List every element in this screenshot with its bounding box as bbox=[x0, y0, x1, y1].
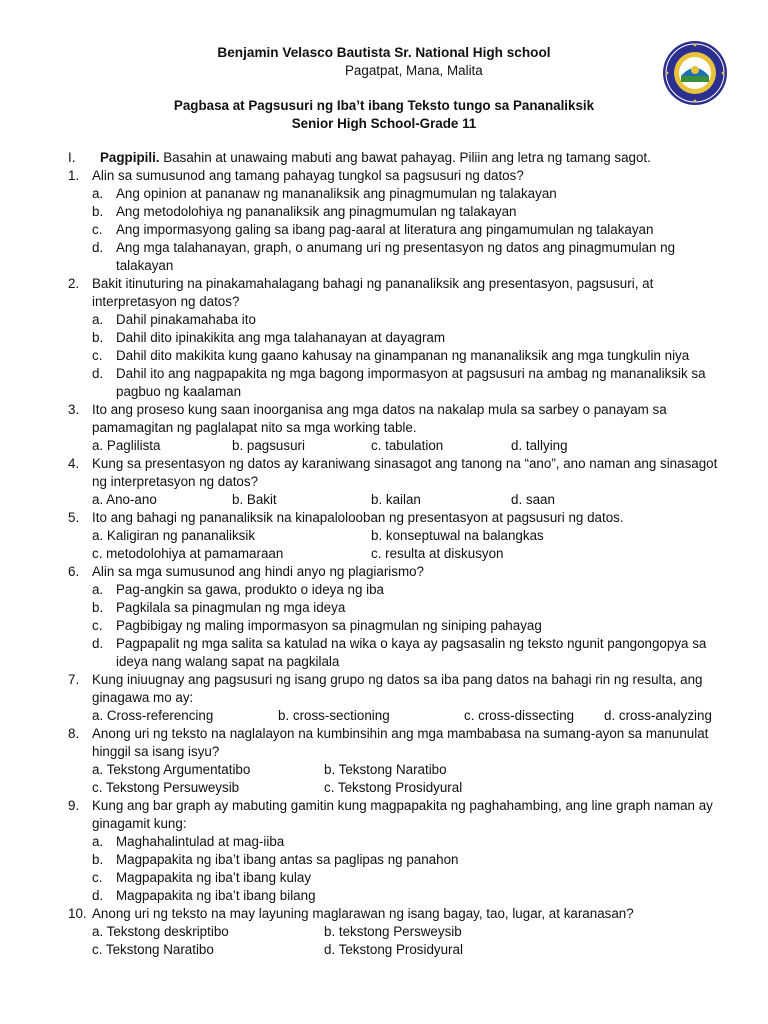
answer-choice: b. pagsusuri bbox=[232, 438, 305, 453]
answer-choice: b. Tekstong Naratibo bbox=[324, 762, 447, 777]
answer-choice: a. Tekstong deskriptibo bbox=[92, 924, 229, 939]
question-number: 9. bbox=[68, 798, 80, 813]
answer-choice: c. Tekstong Prosidyural bbox=[324, 780, 463, 795]
question-item bbox=[68, 167, 728, 275]
option-text: Dahil pinakamahaba ito bbox=[116, 312, 256, 327]
answer-choice: a. Cross-referencing bbox=[92, 708, 214, 723]
question-stem: Ito ang bahagi ng pananaliksik na kinapalolooban ng presentasyon at pagsusuri ng datos. bbox=[92, 510, 624, 525]
answer-choice: a. Kaligiran ng pananaliksik bbox=[92, 528, 256, 543]
answer-choice: c. cross-dissecting bbox=[464, 708, 575, 723]
answer-option bbox=[92, 617, 728, 635]
option-text: Magpapakita ng iba’t ibang antas sa paglipas ng panahon bbox=[116, 852, 459, 867]
option-text: Ang metodolohiya ng pananaliksik ang pinagmumulan ng talakayan bbox=[116, 204, 517, 219]
answer-choice: c. resulta at diskusyon bbox=[371, 546, 504, 561]
part-number: I. bbox=[68, 150, 76, 165]
question-item bbox=[68, 455, 728, 509]
answer-option bbox=[92, 185, 728, 203]
question-number: 10. bbox=[68, 906, 87, 921]
question-stem: Kung sa presentasyon ng datos ay karaniwang sinasagot ang tanong na “ano”, ano naman ang sinasagot ng interpretasyon ng datos? bbox=[92, 456, 718, 489]
question-list bbox=[68, 167, 728, 959]
option-letter: a. bbox=[92, 834, 104, 849]
question-item bbox=[68, 797, 728, 905]
answer-row bbox=[92, 527, 728, 545]
answer-option bbox=[92, 203, 728, 221]
question-number: 4. bbox=[68, 456, 80, 471]
question-number: 3. bbox=[68, 402, 80, 417]
option-letter: d. bbox=[92, 636, 104, 651]
question-stem: Alin sa sumusunod ang tamang pahayag tungkol sa pagsusuri ng datos? bbox=[92, 168, 524, 183]
answer-choice: b. Bakit bbox=[232, 492, 277, 507]
answer-choice: b. kailan bbox=[371, 492, 421, 507]
option-letter: c. bbox=[92, 618, 103, 633]
answer-option bbox=[92, 311, 728, 329]
option-text: Dahil dito makikita kung gaano kahusay na ginampanan ng mananaliksik ang mga tungkulin niya bbox=[116, 348, 690, 363]
question-stem: Ito ang proseso kung saan inoorganisa ang mga datos na nakalap mula sa sarbey o panayam sa pamamagitan ng paglalapat nito sa mga working table. bbox=[92, 402, 667, 435]
answer-option bbox=[92, 329, 728, 347]
option-text: Dahil ito ang nagpapakita ng mga bagong impormasyon at pagsusuri na ambag ng mananaliksik sa pagbuo ng kaalaman bbox=[116, 366, 706, 399]
option-text: Pag-angkin sa gawa, produkto o ideya ng iba bbox=[116, 582, 384, 597]
answer-choice: c. Tekstong Persuweysib bbox=[92, 780, 240, 795]
question-stem: Anong uri ng teksto na naglalayon na kumbinsihin ang mga mambabasa na sumang-ayon sa manunulat hinggil sa isang isyu? bbox=[92, 726, 709, 759]
option-text: Ang impormasyong galing sa ibang pag-aaral at literatura ang pingamumulan ng talakayan bbox=[116, 222, 654, 237]
answer-choice: c. tabulation bbox=[371, 438, 444, 453]
answer-row bbox=[92, 491, 728, 509]
option-letter: b. bbox=[92, 600, 104, 615]
answer-option bbox=[92, 869, 728, 887]
question-item bbox=[68, 905, 728, 959]
answer-option bbox=[92, 239, 728, 275]
answer-choice: b. konseptuwal na balangkas bbox=[371, 528, 544, 543]
answer-row bbox=[92, 941, 728, 959]
question-number: 2. bbox=[68, 276, 80, 291]
answer-option bbox=[92, 221, 728, 239]
grade-level: Senior High School-Grade 11 bbox=[291, 116, 477, 131]
question-number: 1. bbox=[68, 168, 80, 183]
option-letter: d. bbox=[92, 366, 104, 381]
option-text: Ang opinion at pananaw ng mananaliksik ang pinagmumulan ng talakayan bbox=[116, 186, 557, 201]
option-letter: a. bbox=[92, 186, 104, 201]
option-letter: b. bbox=[92, 204, 104, 219]
question-stem: Alin sa mga sumusunod ang hindi anyo ng plagiarismo? bbox=[92, 564, 424, 579]
option-letter: c. bbox=[92, 348, 103, 363]
answer-choice: d. saan bbox=[511, 492, 555, 507]
quiz-content bbox=[68, 149, 728, 959]
question-number: 6. bbox=[68, 564, 80, 579]
answer-choice: d. tallying bbox=[511, 438, 568, 453]
question-stem: Bakit itinuturing na pinakamahalagang bahagi ng pananaliksik ang presentasyon, pagsusuri, at interpretasyon ng datos? bbox=[92, 276, 654, 309]
answer-choice: c. Tekstong Naratibo bbox=[92, 942, 214, 957]
option-letter: d. bbox=[92, 888, 104, 903]
option-letter: c. bbox=[92, 222, 103, 237]
school-name: Benjamin Velasco Bautista Sr. National High school bbox=[217, 45, 551, 60]
question-stem: Kung ang bar graph ay mabuting gamitin kung magpapakita ng paghahambing, ang line graph naman ay ginagamit kung: bbox=[92, 798, 713, 831]
answer-row bbox=[92, 761, 728, 779]
answer-options bbox=[92, 833, 728, 905]
option-letter: a. bbox=[92, 582, 104, 597]
question-item bbox=[68, 563, 728, 671]
part-title-text: Pagpipili. bbox=[100, 150, 160, 165]
answer-row bbox=[92, 545, 728, 563]
option-text: Ang mga talahanayan, graph, o anumang uri ng presentasyon ng datos ang pinagmumulan ng talakayan bbox=[116, 240, 676, 273]
question-item bbox=[68, 671, 728, 725]
question-item bbox=[68, 509, 728, 563]
option-letter: b. bbox=[92, 852, 104, 867]
question-number: 8. bbox=[68, 726, 80, 741]
question-item bbox=[68, 401, 728, 455]
answer-option bbox=[92, 365, 728, 401]
answer-row bbox=[92, 779, 728, 797]
part-heading bbox=[68, 149, 728, 167]
answer-option bbox=[92, 635, 728, 671]
answer-options bbox=[92, 311, 728, 401]
option-text: Pagkilala sa pinagmulan ng mga ideya bbox=[116, 600, 346, 615]
option-letter: a. bbox=[92, 312, 104, 327]
answer-row bbox=[92, 707, 728, 725]
option-text: Magpapakita ng iba’t ibang bilang bbox=[116, 888, 316, 903]
part-title bbox=[100, 149, 651, 167]
school-address: Pagatpat, Mana, Malita bbox=[345, 63, 483, 78]
answer-option bbox=[92, 833, 728, 851]
option-text: Maghahalintulad at mag-iiba bbox=[116, 834, 285, 849]
option-text: Pagbibigay ng maling impormasyon sa pinagmulan ng siniping pahayag bbox=[116, 618, 542, 633]
question-number: 7. bbox=[68, 672, 80, 687]
answer-option bbox=[92, 887, 728, 905]
option-letter: c. bbox=[92, 870, 103, 885]
course-title: Pagbasa at Pagsusuri ng Iba’t ibang Teksto tungo sa Pananaliksik bbox=[173, 98, 595, 113]
answer-choice: a. Tekstong Argumentatibo bbox=[92, 762, 251, 777]
question-stem: Anong uri ng teksto na may layuning maglarawan ng isang bagay, tao, lugar, at karanasan? bbox=[92, 906, 634, 921]
option-letter: d. bbox=[92, 240, 104, 255]
answer-choice: b. tekstong Persweysib bbox=[324, 924, 462, 939]
question-item bbox=[68, 725, 728, 797]
answer-choice: d. Tekstong Prosidyural bbox=[324, 942, 463, 957]
option-text: Dahil dito ipinakikita ang mga talahanayan at dayagram bbox=[116, 330, 446, 345]
part-instruction: Basahin at unawaing mabuti ang bawat pahayag. Piliin ang letra ng tamang sagot. bbox=[159, 150, 651, 165]
option-text: Magpapakita ng iba’t ibang kulay bbox=[116, 870, 312, 885]
answer-options bbox=[92, 185, 728, 275]
answer-choice: c. metodolohiya at pamamaraan bbox=[92, 546, 284, 561]
answer-choice: a. Ano-ano bbox=[92, 492, 157, 507]
answer-option bbox=[92, 581, 728, 599]
answer-choice: d. cross-analyzing bbox=[604, 708, 712, 723]
option-letter: b. bbox=[92, 330, 104, 345]
answer-options bbox=[92, 581, 728, 671]
answer-choice: a. Paglilista bbox=[92, 438, 161, 453]
option-text: Pagpapalit ng mga salita sa katulad na wika o kaya ay pagsasalin ng teksto ngunit pangongopya sa ideya nang walang sapat na pagkilala bbox=[116, 636, 707, 669]
question-stem: Kung iniuugnay ang pagsusuri ng isang grupo ng datos sa iba pang datos na bahagi rin ng resulta, ang ginagawa mo ay: bbox=[92, 672, 703, 705]
answer-row bbox=[92, 923, 728, 941]
answer-option bbox=[92, 347, 728, 365]
answer-choice: b. cross-sectioning bbox=[278, 708, 390, 723]
question-item bbox=[68, 275, 728, 401]
answer-option bbox=[92, 851, 728, 869]
answer-option bbox=[92, 599, 728, 617]
question-number: 5. bbox=[68, 510, 80, 525]
answer-row bbox=[92, 437, 728, 455]
